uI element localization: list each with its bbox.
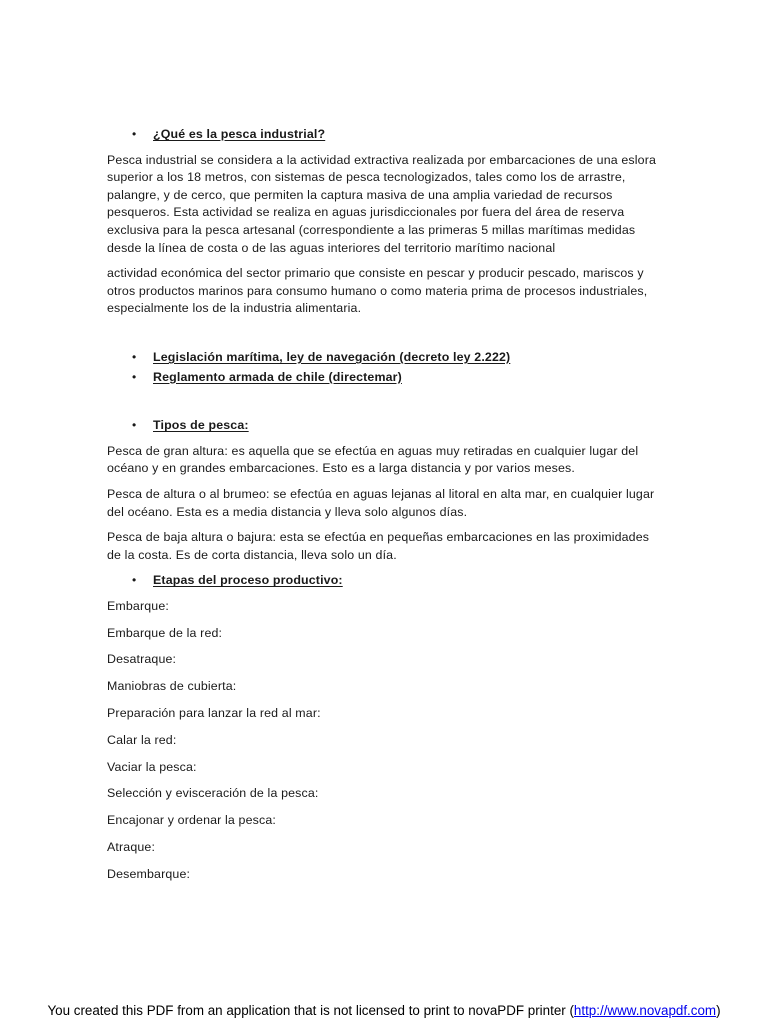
list-item: Preparación para lanzar la red al mar:	[107, 706, 321, 720]
legislation-label: Legislación marítima, ley de navegación (decreto ley 2.222)	[153, 349, 511, 364]
regulation-label: Reglamento armada de chile (directemar)	[153, 369, 402, 384]
paragraph-altura: Pesca de altura o al brumeo: se efectúa en aguas lejanas al litoral en alta mar, en cualquier lugar del océano. Esta es a media distancia y lleva solo algunos días.	[107, 486, 655, 519]
list-item: Desatraque:	[107, 652, 177, 667]
list-item: Calar la red:	[107, 732, 177, 747]
list-item: Vaciar la pesca:	[107, 759, 197, 774]
document-body	[107, 126, 663, 892]
heading-label: Tipos de pesca:	[153, 418, 249, 433]
section-heading-pesca-industrial	[107, 126, 663, 144]
list-item: Maniobras de cubierta:	[107, 679, 237, 694]
list-item: Desembarque:	[107, 866, 191, 881]
list-item: Embarque:	[107, 598, 169, 613]
heading-label: ¿Qué es la pesca industrial?	[153, 127, 326, 141]
section-heading-tipos	[107, 417, 663, 435]
bullet-icon: •	[132, 573, 137, 588]
bullet-icon: •	[132, 349, 137, 364]
section-heading-etapas	[107, 572, 663, 590]
list-item: Embarque de la red:	[107, 625, 223, 640]
list-item: Atraque:	[107, 839, 156, 854]
footer-text: You created this PDF from an application that is not licensed to print to novaPDF printer (	[47, 1003, 574, 1018]
paragraph-bajura: Pesca de baja altura o bajura: esta se efectúa en pequeñas embarcaciones en las proximidades de la costa. Es de corta distancia, lleva solo un día.	[107, 530, 650, 562]
bullet-icon: •	[132, 127, 137, 141]
bullet-icon: •	[132, 369, 137, 384]
paragraph-definition: Pesca industrial se considera a la actividad extractiva realizada por embarcaciones de una eslora superior a los 18 metros, con sistemas de pesca tecnologizados, tales como los de arrastre, palangre, y de cerco, que permiten la captura masiva de una amplia variedad de recursos pesqueros. Esta actividad se realiza en aguas jurisdiccionales por fuera del área de reserva exclusiva para la pesca artesanal (correspondiente a las primeras 5 millas marítimas medidas desde la línea de costa o de las aguas interiores del territorio marítimo nacional	[107, 152, 657, 255]
paragraph-gran-altura: Pesca de gran altura: es aquella que se efectúa en aguas muy retiradas en cualquier lugar del océano y en grandes embarcaciones. Esto es a larga distancia y por varios meses.	[107, 443, 639, 476]
novapdf-link[interactable]: http://www.novapdf.com	[573, 1003, 717, 1018]
list-item: Selección y evisceración de la pesca:	[107, 786, 319, 801]
paragraph-economic-activity: actividad económica del sector primario que consiste en pescar y producir pescado, mariscos y otros productos marinos para consumo humano o como materia prima de procesos industriales, especialmente los de la industria alimentaria.	[107, 266, 648, 316]
bullet-icon: •	[132, 418, 137, 433]
list-item: Encajonar y ordenar la pesca:	[107, 813, 276, 828]
footer-text-end: )	[716, 1003, 721, 1018]
regulation-item	[107, 369, 663, 387]
heading-label: Etapas del proceso productivo:	[153, 573, 343, 588]
license-footer	[0, 1003, 768, 1018]
legislation-item	[107, 349, 663, 367]
